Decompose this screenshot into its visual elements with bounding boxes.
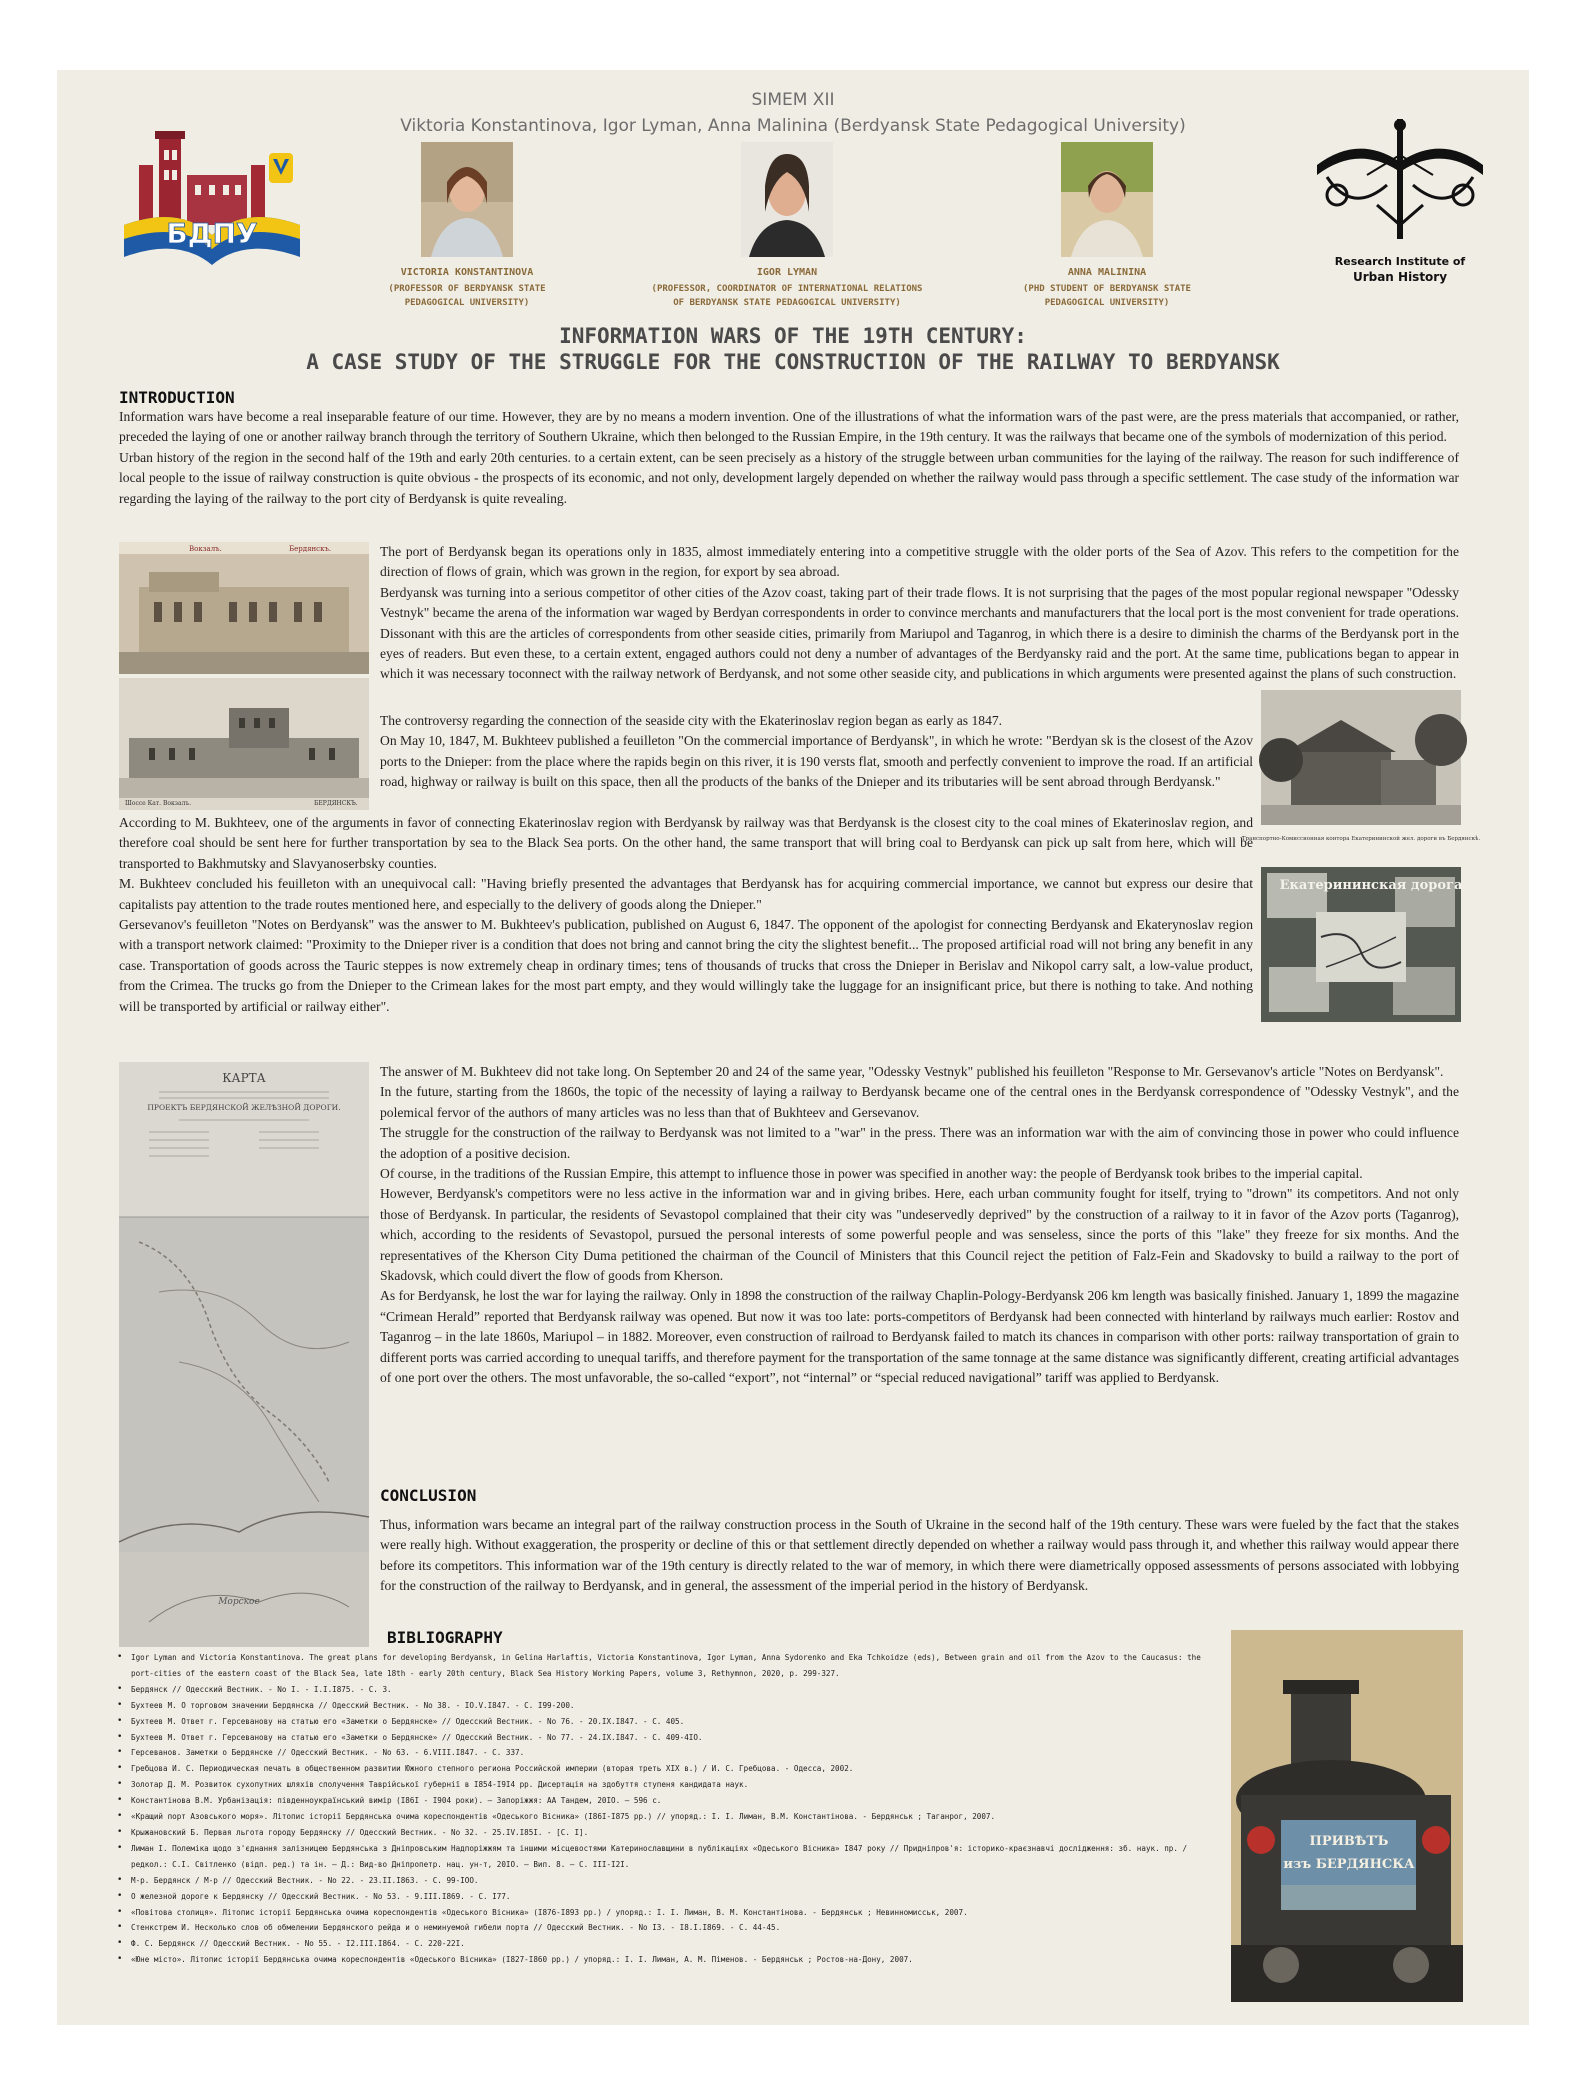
svg-text:КАРТА: КАРТА bbox=[222, 1071, 266, 1085]
author-role: (PROFESSOR OF BERDYANSK STATE PEDAGOGICAL UNIVERSITY) bbox=[388, 284, 546, 308]
university-logo bbox=[119, 125, 305, 273]
author-photo bbox=[421, 142, 513, 257]
bibliography-entry: • Стенкстрем И. Несколько слов об обмелении Бердянского рейда и о неминуемой гибели порта // Одесский Вестник. - No I3. - I8.I.I869. - С. 44-45. bbox=[115, 1920, 1215, 1936]
bibliography-entry: • Бухтеев М. Ответ г. Герсеванову на статью его «Заметки о Бердянске» // Одесский Вестник. - No 77. - 24.IX.I847. - С. 409-4IO. bbox=[115, 1730, 1215, 1746]
bibliography-entry: • «Повітова столиця». Літопис історії Бердянська очима кореспондентів «Одеського Вісника» (I876-I893 рр.) / упоряд.: І. І. Лиман, В. М. Константінова. - Бердянськ ; Невинномисськ, 2007. bbox=[115, 1905, 1215, 1921]
bibliography-entry: • Ф. С. Бердянск // Одесский Вестник. - No 55. - I2.III.I864. - С. 220-22I. bbox=[115, 1936, 1215, 1952]
intro-text: Information wars have become a real inseparable feature of our time. However, they are by no means a modern invention. One of the illustrations of what the information wars of the past were, are the press materials that accompanied, or rather, preceded the laying of one or another railway branch through the territory of Southern Ukraine, which then belonged to the Russian Empire, in the 19th century. It was the railways that became one of the symbols of modernization of this period. Urban history of the region in the second half of the 19th and early 20th centuries. to a certain extent, can be seen precisely as a history of the struggle between urban communities for the laying of the railway. The reason for such indifference of local people to the issue of railway construction is quite obvious - the prospects of its economic, and not only, development largely depended on whether the railway would pass through a specific settlement. The case study of the information war regarding the laying of the railway to the port city of Berdyansk is quite revealing. bbox=[119, 409, 1459, 506]
bibliography-entry: • Герсеванов. Заметки о Бердянске // Одесский Вестник. - No 63. - 6.VIII.I847. - С. 337. bbox=[115, 1745, 1215, 1761]
institute-logo bbox=[1307, 115, 1493, 295]
railway-project-map bbox=[119, 1062, 369, 1647]
bibliography-list bbox=[115, 1650, 1215, 1968]
railway-postcard bbox=[1261, 867, 1461, 1022]
svg-text:Екатерининская дорога: Екатерининская дорога bbox=[1279, 878, 1463, 893]
bibliography-entry: • Бердянск // Одесский Вестник. - No I. - I.I.I875. - С. 3. bbox=[115, 1682, 1215, 1698]
svg-text:ПРОЕКТЪ БЕРДЯНСКОЙ ЖЕЛѢЗНОЙ ДО: ПРОЕКТЪ БЕРДЯНСКОЙ ЖЕЛѢЗНОЙ ДОРОГИ. bbox=[147, 1103, 341, 1112]
svg-text:Морское: Морское bbox=[218, 1597, 260, 1607]
svg-text:ПРИВѢТЪ: ПРИВѢТЪ bbox=[1309, 1834, 1389, 1849]
bibliography-entry: • Бухтеев М. О торговом значении Бердянска // Одесский Вестник. - No 38. - IO.V.I847. - С. I99-200. bbox=[115, 1698, 1215, 1714]
poster bbox=[57, 70, 1529, 2025]
bibliography-entry: • Крыжановский Б. Первая льгота городу Бердянску // Одесский Вестник. - No 32. - 25.IV.I85I. - [С. I]. bbox=[115, 1825, 1215, 1841]
station-photo-2 bbox=[119, 678, 369, 810]
author-card-konstantinova bbox=[317, 142, 617, 310]
bibliography-heading: BIBLIOGRAPHY bbox=[387, 1628, 503, 1647]
introduction-heading: INTRODUCTION bbox=[119, 388, 235, 407]
author-role: (PROFESSOR, COORDINATOR OF INTERNATIONAL RELATIONS OF BERDYANSK STATE PEDAGOGICAL UNIVERSITY) bbox=[651, 284, 923, 308]
bibliography-entry: • «Кращий порт Азовського моря». Літопис історії Бердянська очима кореспондентів «Одеського Вісника» (I86I-I875 рр.) // упоряд.: І. І. Лиман, В.М. Константінова. - Бердянськ ; Таганрог, 2007. bbox=[115, 1809, 1215, 1825]
bibliography-entry: • Лиман І. Полеміка щодо з'єднання залізницею Бердянська з Дніпровським Надпоріжжям та іншими місцевостями Катеринославщини в публікаціях «Одеського Вісника» I847 року // Придніпров'я: історико-краєзнавчі дослідження: зб. наук. пр. / редкол.: С.І. Світленко (відп. ред.) та ін. – Д.: Вид-во Дніпропетр. нац. ун-т, 20IO. – Вип. 8. – С. III-I2I. bbox=[115, 1841, 1215, 1873]
authors-line: Viktoria Konstantinova, Igor Lyman, Anna Malinina (Berdyansk State Pedagogical University) bbox=[400, 116, 1186, 136]
bibliography-entry: • «Юне місто». Літопис історії Бердянська очима кореспондентів «Одеського Вісника» (I827-I860 рр.) / упоряд.: І. І. Лиман, А. М. Піменов. - Бердянськ ; Ростов-на-Дону, 2007. bbox=[115, 1952, 1215, 1968]
bibliography-entry: • Золотар Д. М. Розвиток сухопутних шляхів сполучення Таврійської губернії в I854-I9I4 рр. Дисертація на здобуття ступеня кандидата наук. bbox=[115, 1777, 1215, 1793]
author-card-lyman bbox=[637, 142, 937, 310]
svg-text:Вокзалъ.: Вокзалъ. bbox=[189, 545, 222, 553]
conference-name: SIMEM XII bbox=[751, 90, 835, 110]
poster-title: INFORMATION WARS OF THE 19TH CENTURY: A CASE STUDY OF THE STRUGGLE FOR THE CONSTRUCTION OF THE RAILWAY TO BERDYANSK bbox=[306, 324, 1280, 374]
logo-text: БДПУ bbox=[166, 217, 258, 250]
arguments-text: According to M. Bukhteev, one of the arguments in favor of connecting Ekaterinoslav region with Berdyansk by railway was that Berdyansk is the closest city to the coal mines of Ekaterinoslav region, and therefore coal should be sent here for further transportation by sea to the Black Sea ports. On the other hand, the same transport that will bring coal to Berdyansk can pick up salt from here, which will be transported to Bakhmutsky and Slavyanoserbsky counties. M. Bukhteev concluded his feuilleton with an unequivocal call: "Having briefly presented the advantages that Berdyansk has for acquiring commercial importance, we cannot but express our desire that capitalists pay attention to the trade routes mentioned here, and especially to the delivery of goods along the Dnieper." Gersevanov's feuilleton "Notes on Berdyansk" was the answer to M. Bukhteev's publication, published on August 6, 1847. The opponent of the apologist for connecting Berdyansk and Ekaterynoslav region with a transport network claimed: "Proximity to the Dnieper river is a condition that does not bring and cannot bring the city the slightest benefit... The proposed artificial road will not bring any benefit in any case. Transportation of goods across the Tauric steppes is now extremely cheap in ordinary times; tens of thousands of trucks that cross the Dnieper in Berislav and Nikopol carry salt, a low-value product, from the Crimea. The trucks go from the Dnieper to the Crimean lakes for the most part empty, and they would willingly take the luggage for an insignificant price, but there is nothing to take. And nothing will be transported by artificial or railway either". bbox=[119, 815, 1253, 1014]
author-name: ANNA MALININA bbox=[1067, 267, 1147, 278]
svg-text:БЕРДЯНСКЪ.: БЕРДЯНСКЪ. bbox=[314, 800, 358, 807]
bibliography-entry: • Константінова В.М. Урбанізація: південноукраїнський вимір (I86I - I904 роки). – Запоріжжя: АА Тандем, 20IO. – 596 с. bbox=[115, 1793, 1215, 1809]
controversy-text: The controversy regarding the connection of the seaside city with the Ekaterinoslav region began as early as 1847. On May 10, 1847, M. Bukhteev published a feuilleton "On the commercial importance of Berdyansk", in which he wrote: "Berdyan sk is the closest of the Azov ports to the Dnieper: from the place where the rapids begin on this river, it is 190 versts flat, smooth and perfectly convenient to improve the road. If an artificial road, highway or railway is built on this space, then all the products of the banks of the Dnieper and its tributaries will be sent abroad through Berdyansk." bbox=[380, 713, 1253, 790]
station-photo-1 bbox=[119, 542, 369, 674]
conclusion-heading: CONCLUSION bbox=[380, 1486, 477, 1505]
author-card-malinina bbox=[957, 142, 1257, 310]
press-war-text: The answer of M. Bukhteev did not take long. On September 20 and 24 of the same year, "Odessky Vestnyk" published his feuilleton "Response to Mr. Gersevanov's article "Notes on Berdyansk". In the future, starting from the 1860s, the topic of the necessity of laying a railway to Berdyansk became one of the central ones in the Berdyansk correspondence of "Odessky Vestnyk", and the polemical fervor of the authors of many articles was no less than that of Bukhteev and Gersevanov. The struggle for the construction of the railway to Berdyansk was not limited to a "war" in the press. There was an information war with the aim of convincing those in power who could influence the adoption of a positive decision. Of course, in the traditions of the Russian Empire, this attempt to influence those in power was specified in another way: the people of Berdyansk took bribes to the imperial capital. However, Berdyansk's competitors were no less active in the information war and in giving bribes. Here, each urban community fought for itself, trying to "drown" its competitors. And not only those of Berdyansk. In particular, the residents of Sevastopol complained that their city was "undeservedly deprived" by the construction of a railway to it in favor of the Azov ports (Taganrog), which, according to the residents of Sevastopol, pursued the personal interests of some powerful people and was senseless, since the ports of this "lake" they freeze for six months. And the representatives of the Kherson City Duma petitioned the chairman of the Council of Ministers that this Council reject the petition of Falz-Fein and Skadovsky to build a railway to the port of Skadovsk, which could divert the flow of goods from Kherson. As for Berdyansk, he lost the war for laying the railway. Only in 1898 the construction of the railway Chaplin-Pology-Berdyansk 206 km length was basically finished. January 1, 1899 the magazine “Crimean Herald” reported that Berdyansk railway was opened. But now it was too late: ports-competitors of Berdyansk had been connected with hinterland by railways much earlier: Rostov and Taganrog – in the late 1860s, Mariupol – in 1882. Moreover, even construction of railroad to Berdyansk failed to match its chances in comparison with other ports: railway transportation of grain to different ports was carried according to unequal tariffs, and therefore payment for the transportation of the same tonnage at the same distance was significantly different, creating artificial advantages of one port over the others. The most unfavorable, the so-called “export”, not “internal” or “special reduced navigational” tariff was applied to Berdyansk. bbox=[380, 1064, 1459, 1386]
author-name: VICTORIA KONSTANTINOVA bbox=[400, 267, 534, 278]
office-photo bbox=[1241, 690, 1481, 860]
bibliography-entry: • Бухтеев М. Ответ г. Герсеванову на статью его «Заметки о Бердянске» // Одесский Вестник. - No 76. - 20.IX.I847. - С. 405. bbox=[115, 1714, 1215, 1730]
bibliography-entry: • О железной дороге к Бердянску // Одесский Вестник. - No 53. - 9.III.I869. - С. I77. bbox=[115, 1889, 1215, 1905]
author-photo bbox=[1061, 142, 1153, 257]
bibliography-entry: • Igor Lyman and Victoria Konstantinova. The great plans for developing Berdyansk, in Gelina Harlaftis, Victoria Konstantinova, Igor Lyman, Anna Sydorenko and Eka Tchkoidze (eds), Between grain and oil from the Azov to the Caucasus: the port-cities of the eastern coast of the Black Sea, late 18th - early 20th century, Black Sea History Working Papers, volume 3, Rethymnon, 2020, p. 299-327. bbox=[115, 1650, 1215, 1682]
svg-text:Шоссе Кат. Вокзалъ.: Шоссе Кат. Вокзалъ. bbox=[125, 800, 192, 807]
bibliography-entry: • М-р. Бердянск / М-р // Одесский Вестник. - No 22. - 23.II.I863. - С. 99-IOO. bbox=[115, 1873, 1215, 1889]
conclusion-text: Thus, information wars became an integral part of the railway construction process in the South of Ukraine in the second half of the 19th century. These wars were fueled by the fact that the stakes were really high. Without exaggeration, the prosperity or decline of this or that settlement directly depended on whether a railway would pass through it, and whether this railway would appear there before its competitors. This information war of the 19th century is directly related to the war of memory, in which there were diametrically opposed assessments of persons associated with lobbying for the construction of the railway to Berdyansk, and in general, the assessment of the imperial period in the history of Berdyansk. bbox=[380, 1517, 1459, 1594]
author-name: IGOR LYMAN bbox=[756, 267, 818, 278]
svg-text:изъ БЕРДЯНСКА: изъ БЕРДЯНСКА bbox=[1283, 1857, 1415, 1872]
author-role: (PHD STUDENT OF BERDYANSK STATE PEDAGOGICAL UNIVERSITY) bbox=[1023, 284, 1191, 308]
port-text: The port of Berdyansk began its operations only in 1835, almost immediately entering into a competitive struggle with the older ports of the Sea of Azov. This refers to the competition for the direction of flows of grain, which was grown in the region, for export by sea abroad. Berdyansk was turning into a serious competitor of other cities of the Azov coast, taking part of their trade flows. It is not surprising that the pages of the most popular regional newspaper "Odessky Vestnyk" became the arena of the information war waged by Berdyan correspondents in order to convince merchants and manufacturers that the local port is the most convenient for trade operations. Dissonant with this are the articles of correspondents from other seaside cities, primarily from Mariupol and Taganrog, in which there is a desire to diminish the charms of the Berdyansk port in the eyes of readers. But even these, to a certain extent, engaged authors could not deny a number of advantages of the Berdyansky raid and the port. At the same time, publications began to appear in which it was necessary toconnect with the railway network of Berdyansk, and not some other seaside city, and publications in which arguments were presented against the plans of such construction. bbox=[380, 544, 1459, 682]
svg-text:Транспортно-Комиссионная конто: Транспортно-Комиссионная контора Екатерининской жел. дороги въ Бердянскѣ. bbox=[1241, 836, 1481, 842]
author-photo bbox=[741, 142, 833, 257]
locomotive-postcard bbox=[1231, 1630, 1463, 2002]
institute-name-line2: Urban History bbox=[1352, 270, 1448, 284]
svg-text:Бердянскъ.: Бердянскъ. bbox=[289, 545, 332, 553]
institute-name-line1: Research Institute of bbox=[1334, 255, 1466, 268]
bibliography-entry: • Гребцова И. С. Периодическая печать в общественном развитии Южного степного региона Российской империи (вторая треть XIX в.) / И. С. Гребцова. - Одесса, 2002. bbox=[115, 1761, 1215, 1777]
